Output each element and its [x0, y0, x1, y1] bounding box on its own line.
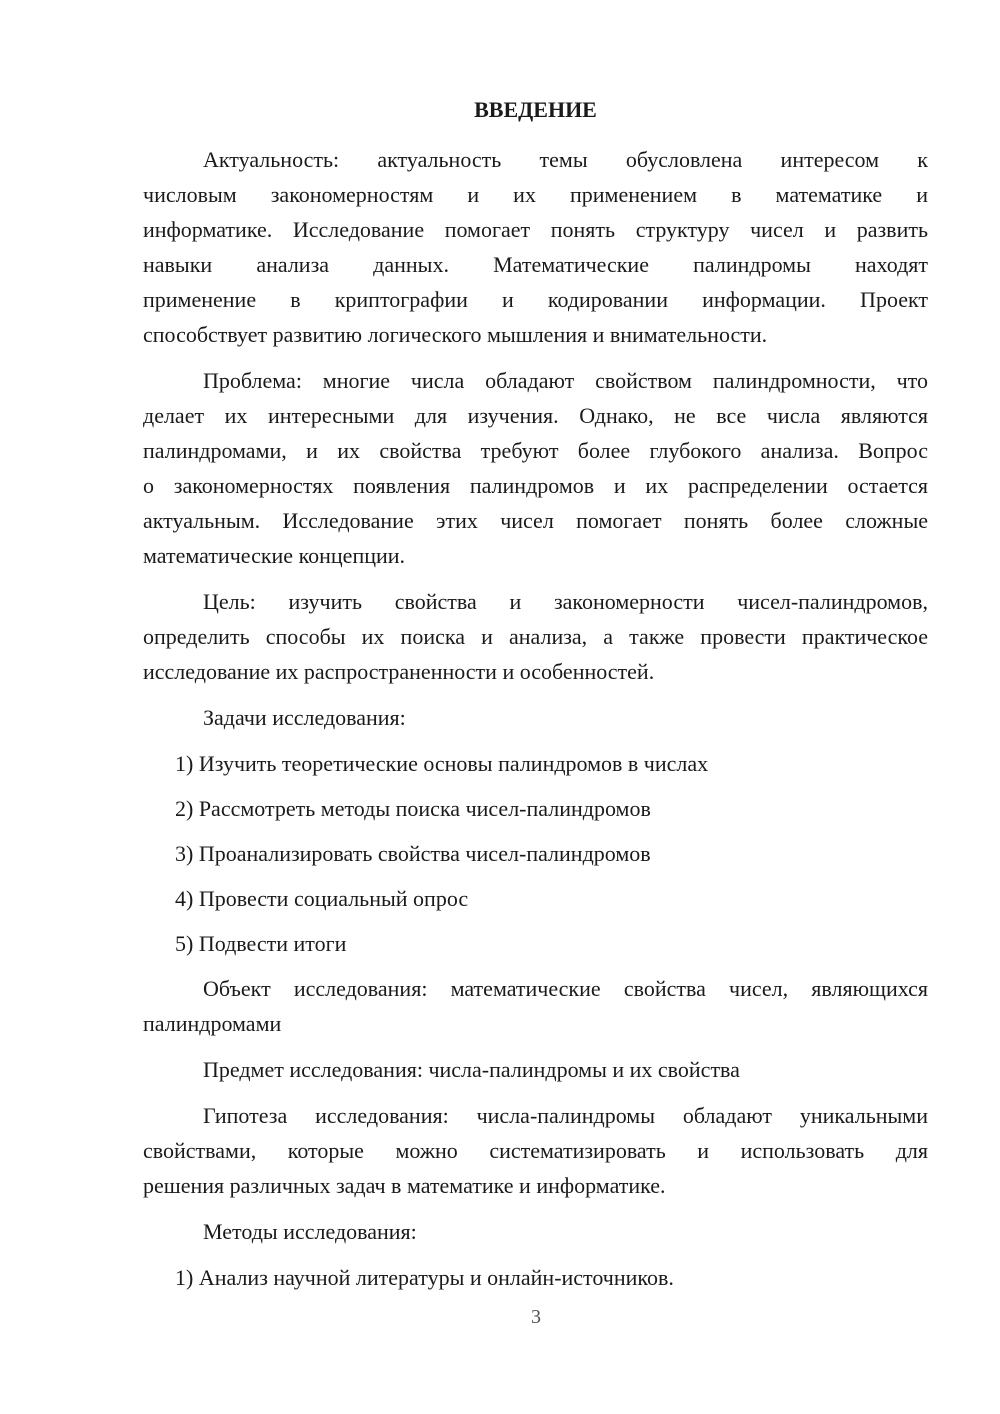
paragraph-line: о закономерностях появления палиндромов и их распределении остается — [143, 473, 928, 498]
paragraph — [143, 1214, 928, 1249]
paragraph-line: Проблема: многие числа обладают свойством палиндромности, что — [203, 368, 928, 393]
paragraph-line: исследование их распространенности и особенностей. — [143, 659, 655, 684]
document-page — [143, 92, 928, 1305]
paragraph-line: Задачи исследования: — [203, 705, 406, 730]
paragraph-line: Методы исследования: — [203, 1219, 417, 1244]
paragraph-line: актуальным. Исследование этих чисел помогает понять более сложные — [143, 508, 928, 533]
paragraph — [143, 700, 928, 735]
paragraph — [143, 584, 928, 689]
paragraph-line: делает их интересными для изучения. Однако, не все числа являются — [143, 403, 928, 428]
paragraph-line: палиндромами, и их свойства требуют более глубокого анализа. Вопрос — [143, 438, 928, 463]
list-item: 1) Изучить теоретические основы палиндромов в числах — [175, 751, 709, 776]
page-number: 3 — [531, 1306, 541, 1328]
paragraph-line: палиндромами — [143, 1011, 282, 1036]
list-item: 5) Подвести итоги — [175, 931, 347, 956]
paragraph-line: Актуальность: актуальность темы обусловлена интересом к — [203, 147, 928, 172]
paragraph-line: определить способы их поиска и анализа, а также провести практическое — [143, 624, 928, 649]
list-item: 2) Рассмотреть методы поиска чисел-палиндромов — [175, 796, 651, 821]
paragraph — [143, 1052, 928, 1087]
list-item: 1) Анализ научной литературы и онлайн-источников. — [175, 1265, 674, 1290]
section-title: ВВЕДЕНИЕ — [474, 97, 597, 122]
paragraph-line: Предмет исследования: числа-палиндромы и их свойства — [203, 1057, 740, 1082]
paragraph-line: навыки анализа данных. Математические палиндромы находят — [143, 252, 928, 277]
paragraph-line: решения различных задач в математике и информатике. — [143, 1173, 666, 1198]
list-item: 3) Проанализировать свойства чисел-палиндромов — [175, 841, 651, 866]
paragraph-line: применение в криптографии и кодировании информации. Проект — [143, 287, 928, 312]
paragraph-line: Объект исследования: математические свойства чисел, являющихся — [203, 976, 928, 1001]
paragraph-line: числовым закономерностям и их применением в математике и — [143, 182, 928, 207]
paragraph — [143, 971, 928, 1041]
document-body — [143, 142, 928, 1295]
paragraph-line: математические концепции. — [143, 543, 406, 568]
paragraph-line: свойствами, которые можно систематизировать и использовать для — [143, 1138, 928, 1163]
paragraph-line: Цель: изучить свойства и закономерности чисел-палиндромов, — [203, 589, 928, 614]
paragraph — [143, 363, 928, 573]
paragraph — [143, 142, 928, 352]
paragraph — [143, 1098, 928, 1203]
list-item: 4) Провести социальный опрос — [175, 886, 469, 911]
paragraph-line: информатике. Исследование помогает понять структуру чисел и развить — [143, 217, 928, 242]
paragraph-line: способствует развитию логического мышления и внимательности. — [143, 322, 768, 347]
paragraph-line: Гипотеза исследования: числа-палиндромы обладают уникальными — [203, 1103, 928, 1128]
